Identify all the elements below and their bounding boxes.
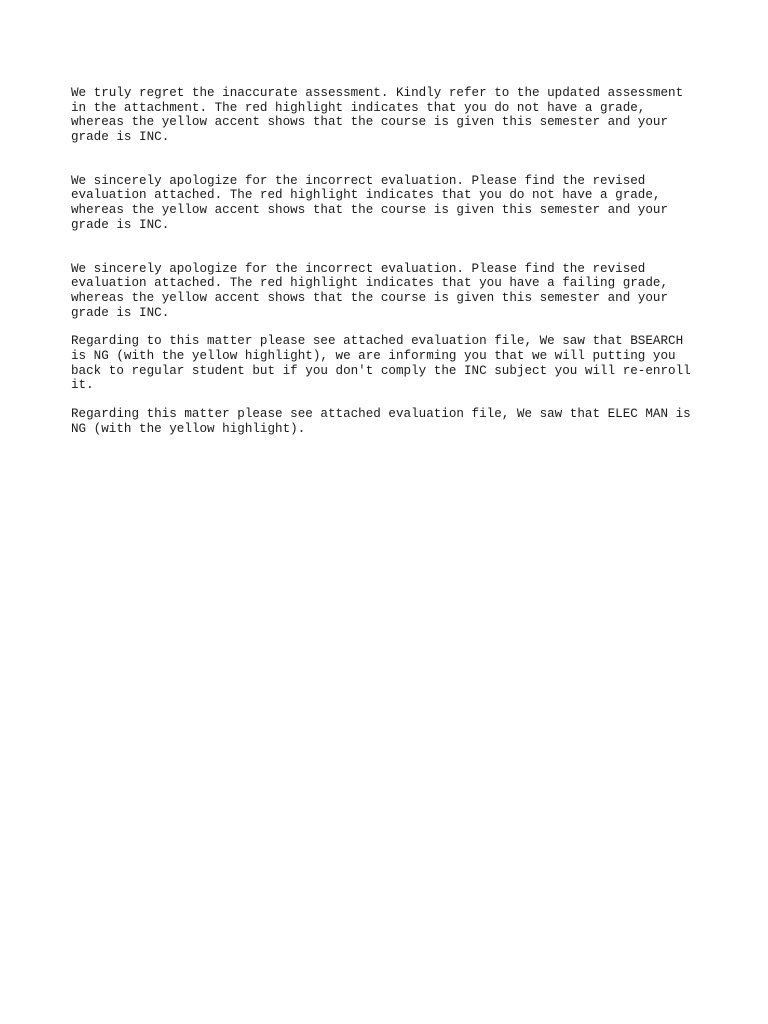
text-line: Regarding this matter please see attached evaluation file, We saw that ELEC MAN is — [71, 407, 691, 421]
text-line: whereas the yellow accent shows that the course is given this semester and your — [71, 115, 669, 130]
text-line: We sincerely apologize for the incorrect evaluation. Please find the revised — [71, 261, 646, 276]
paragraph-2 — [71, 174, 711, 233]
text-line: whereas the yellow accent shows that the course is given this semester and your — [71, 203, 669, 218]
paragraph-3 — [71, 262, 711, 321]
text-line: We truly regret the inaccurate assessment. Kindly refer to the updated assessment — [71, 86, 684, 100]
paragraph-5 — [71, 407, 711, 436]
text-line: is NG (with the yellow highlight), we are informing you that we will putting you — [71, 348, 676, 363]
text-line: We sincerely apologize for the incorrect evaluation. Please find the revised — [71, 173, 646, 188]
text-line: NG (with the yellow highlight). — [71, 421, 306, 436]
text-line: Regarding to this matter please see attached evaluation file, We saw that BSEARCH — [71, 334, 684, 349]
paragraph-1 — [71, 86, 711, 145]
text-line: it. — [71, 378, 94, 393]
text-line: back to regular student but if you don't comply the INC subject you will re-enroll — [71, 363, 691, 378]
text-line: evaluation attached. The red highlight indicates that you do not have a grade, — [71, 188, 661, 203]
text-line: grade is INC. — [71, 305, 170, 320]
text-line: whereas the yellow accent shows that the course is given this semester and your — [71, 290, 669, 305]
text-line: grade is INC. — [71, 217, 170, 232]
text-line: in the attachment. The red highlight indicates that you do not have a grade, — [71, 100, 646, 115]
text-line: grade is INC. — [71, 130, 170, 145]
text-line: evaluation attached. The red highlight indicates that you have a failing grade, — [71, 276, 669, 291]
paragraph-4 — [71, 334, 711, 393]
document-body — [71, 86, 711, 436]
